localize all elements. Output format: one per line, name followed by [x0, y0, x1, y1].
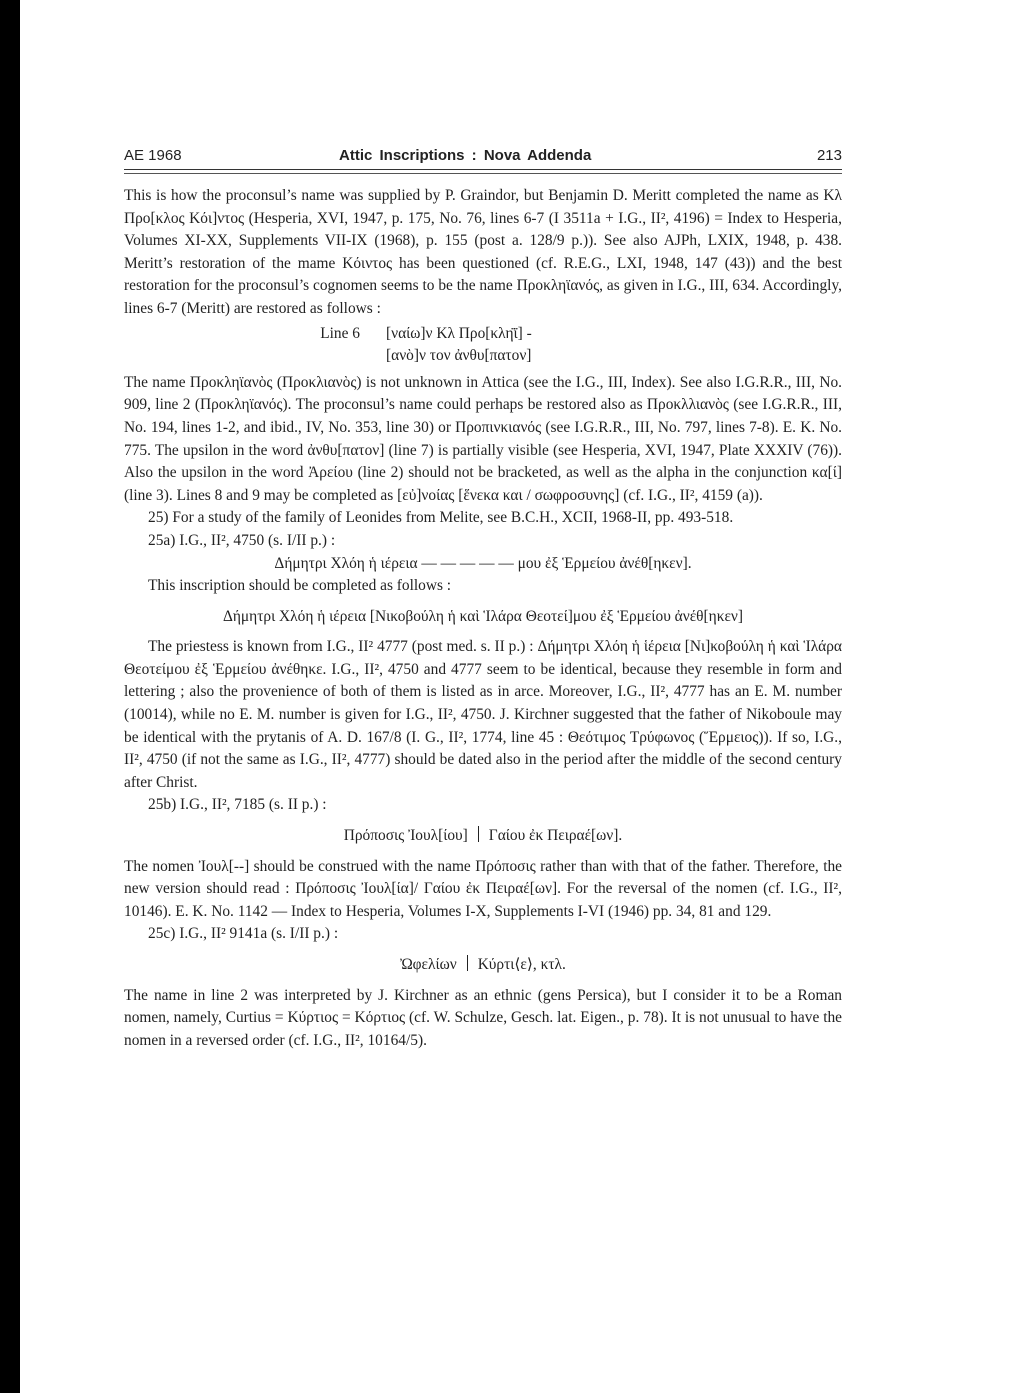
footnote-25c: 25c) I.G., II² 9141a (s. I/II p.) :: [148, 925, 339, 943]
running-title: Attic Inscriptions : Nova Addenda: [339, 147, 592, 164]
paragraph: The name in line 2 was interpreted by J. Kirchner as an ethnic (gens Persica), but I consider it to be a Roman nomen, namely, Curtius = Κύρτιος = Κόρτιος (cf. W. Schulze, Gesch. lat. Eigen., p. 78). It is not unusual to have the nomen in a reversed order (cf. I.G., II², 10164/5).: [124, 986, 842, 1049]
footnote-25a: 25a) I.G., II², 4750 (s. I/II p.) :: [148, 531, 336, 549]
inscription-part: Ὠφελίων: [400, 956, 457, 973]
paragraph: The name Προκληϊανὸς (Προκλιανὸς) is not unknown in Attica (see the I.G., III, Index). See also I.G.R.R., III, No. 909, line 2 (Προκληϊανός). The proconsul’s name could perhaps be restored also as Προκλλιανὸς (see I.G.R.R., III, No. 194, lines 1-2, and ibid., IV, No. 353, line 30) or Προπινκιανός (see I.G.R.R., III, No. 797, lines 7-8). E. K. No. 775. The upsilon in the word ἀνθυ[πατον] (line 7) is partially visible (see Hesperia, XVI, 1947, Plate XXXIV (76)). Also the upsilon in the word Ἀρείου (line 2) should not be bracketed, as well as the alpha in the conjunction κα[ί] (line 3). Lines 8 and 9 may be completed as [εὐ]νοίας [ἕνεκα και / σωφροσυνης] (cf. I.G., II², 4159 (a)).: [124, 373, 842, 504]
body-text: [124, 185, 842, 1052]
running-header: [124, 147, 842, 177]
paragraph: This is how the proconsul’s name was supplied by P. Graindor, but Benjamin D. Meritt completed the name as Κλ Προ[κλος Κόι]ντος (Hesperia, XVI, 1947, p. 175, No. 76, lines 6-7 (I 3511a + I.G., II², 4196) = Index to Hesperia, Volumes XI-XX, Supplements VII-IX (1968), p. 155 (post a. 128/9 p.)). See also AJPh, LXIX, 1948, p. 438. Meritt’s restoration of the mame Κόιντος has been questioned (cf. R.E.G., LXI, 1948, 147 (43)) and the best restoration for the proconsul’s cognomen seems to be the name Προκληϊανός, as given in I.G., III, 634. Accordingly, lines 6-7 (Meritt) are restored as follows :: [124, 187, 842, 317]
inscription-part: Κύρτι⟨ε⟩, κτλ.: [477, 956, 566, 973]
inscription-text: [124, 954, 842, 977]
restored-lines: [124, 323, 842, 368]
page-number: 213: [816, 147, 842, 164]
paragraph: The nomen Ἰουλ[--] should be construed with the name Πρόποσις rather than with that of the father. Therefore, the new version should read : Πρόποσις Ἰουλ[ία]/ Γαίου ἐκ Πειραέ[ων]. For the reversal of the nomen (cf. I.G., II², 10146). E. K. No. 1142 — Index to Hesperia, Volumes I-X, Supplements I-VI (1946) pp. 34, 81 and 129.: [124, 857, 842, 920]
inscription-line: [ναίω]ν Κλ Προ[κλη̈ϊ] -: [386, 324, 532, 342]
inscription-text: Δήμητρι Χλόη ἡ ιέρεια [Νικοβούλη ἡ καὶ Ἱλάρα Θεοτεί]μου ἐξ Ἑρμείου ἀνέθ[ηκεν]: [222, 607, 744, 625]
inscription-text: [124, 825, 842, 848]
line-divider: [478, 826, 479, 842]
journal-abbrev: AE 1968: [124, 147, 182, 164]
footnote-25b: 25b) I.G., II², 7185 (s. II p.) :: [148, 796, 327, 814]
page: [20, 0, 1024, 1393]
footnote-25: 25) For a study of the family of Leonides from Melite, see B.C.H., XCII, 1968-II, pp. 493-518.: [148, 509, 734, 527]
inscription-part: Πρόποσις Ἰουλ[ίου]: [343, 827, 468, 845]
header-rule: [124, 169, 842, 170]
inscription-line: [ανὸ]ν τον ἀνθυ[πατον]: [386, 347, 532, 365]
paragraph: This inscription should be completed as follows :: [148, 577, 452, 595]
inscription-part: Γαίου ἐκ Πειραέ[ων].: [488, 827, 623, 845]
line-divider: [467, 955, 468, 971]
line-label: Line 6: [320, 324, 360, 342]
header-rule-secondary: [124, 173, 842, 174]
inscription-text: Δήμητρι Χλόη ἡ ιέρεια — — — — — μου ἐξ Ἑρμείου ἀνέθ[ηκεν].: [274, 554, 692, 572]
paragraph: The priestess is known from I.G., II² 4777 (post med. s. II p.) : Δήμητρι Χλόη ἡ ἱέρεια [Νι]κοβούλη ἡ καὶ Ἱλάρα Θεοτείμου ἐξ Ἑρμείου ἀνέθηκε. I.G., II², 4750 and 4777 seem to be identical, because they resemble in form and lettering ; also the provenience of both of them is listed as in arce. Moreover, I.G., II², 4777 has an E. M. number (10014), while no E. M. number is given for I.G., II², 4750. J. Kirchner suggested that the father of Nikoboule may be identical with the prytanis of A. D. 167/8 (I. G., II², 1774, line 45 : Θεότιμος Τρύφωνος (Ἕρμειος)). If so, I.G., II², 4750 (if not the same as I.G., II², 4777) should be dated also in the period after the middle of the second century after Christ.: [124, 638, 842, 791]
